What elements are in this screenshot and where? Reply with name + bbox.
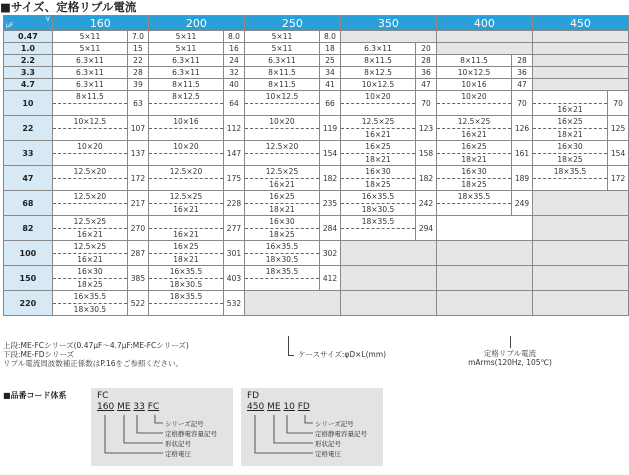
ripple-cell: 189 (512, 166, 533, 191)
capacitance-cell: 10 (4, 91, 53, 116)
code-label: 定格電圧 (315, 450, 341, 458)
size-fc: 16×30 (437, 166, 511, 179)
ripple-cell: 24 (224, 55, 245, 67)
size-fc: 16×30 (341, 166, 415, 179)
empty-cell (340, 291, 436, 316)
size-fd (341, 104, 415, 116)
size-fd (149, 104, 223, 116)
size-fd: 18×25 (365, 179, 391, 189)
ripple-cell: 107 (128, 116, 149, 141)
size-cell: 8×11.5 (436, 55, 511, 67)
size-fc: 12.5×25 (245, 166, 319, 179)
size-fd (437, 204, 511, 216)
table-row (4, 43, 629, 55)
ripple-cell: 125 (608, 116, 629, 141)
case-leader (288, 336, 289, 355)
size-fd: 16×21 (77, 254, 103, 264)
size-fd (245, 154, 319, 166)
footnote-line: 下段:ME-FDシリーズ (3, 350, 75, 359)
size-fc: 12.5×25 (341, 116, 415, 129)
capacitance-cell: 220 (4, 291, 53, 316)
empty-cell (532, 67, 628, 79)
size-cell (52, 141, 127, 166)
ripple-cell: 70 (608, 91, 629, 116)
size-fc: 18×35.5 (437, 191, 511, 204)
capacitance-cell: 0.47 (4, 31, 53, 43)
size-fc: 16×30 (245, 216, 319, 229)
size-cell (340, 116, 415, 141)
size-cell: 5×11 (52, 43, 127, 55)
size-cell (52, 216, 127, 241)
size-cell (52, 291, 127, 316)
ripple-cell: 47 (512, 79, 533, 91)
size-fd (437, 104, 511, 116)
table-row (4, 141, 629, 166)
size-cell (148, 166, 223, 191)
ripple-cell: 36 (416, 67, 437, 79)
size-cell (52, 91, 127, 116)
size-fd (53, 129, 127, 141)
size-fd: 16×21 (173, 204, 199, 214)
case-leader (288, 355, 294, 356)
table-row (4, 291, 629, 316)
size-fd: 16×21 (173, 229, 199, 239)
empty-cell (532, 216, 628, 241)
ripple-cell: 228 (224, 191, 245, 216)
voltage-header: 400 (436, 16, 532, 31)
ripple-cell: 16 (224, 43, 245, 55)
size-cell (532, 91, 607, 116)
capacitance-cell: 4.7 (4, 79, 53, 91)
ripple-cell: 28 (416, 55, 437, 67)
voltage-header: 450 (532, 16, 628, 31)
size-fc: 16×30 (53, 266, 127, 279)
size-cell (532, 166, 607, 191)
ripple-cell: 25 (320, 55, 341, 67)
ripple-cell: 301 (224, 241, 245, 266)
size-fc: 16×35.5 (245, 241, 319, 254)
size-cell (148, 266, 223, 291)
ripple-cell: 126 (512, 116, 533, 141)
ripple-cell: 287 (128, 241, 149, 266)
size-fd: 16×21 (461, 129, 487, 139)
code-label: 定格電圧 (165, 450, 191, 458)
case-size-label: ケースサイズ:φD×L(mm) (298, 350, 387, 359)
size-fc: 12.5×25 (53, 241, 127, 254)
size-fc: 10×20 (53, 141, 127, 154)
size-fd: 18×21 (461, 154, 487, 164)
ripple-cell: 18 (320, 43, 341, 55)
ripple-cell: 22 (128, 55, 149, 67)
ripple-cell: 34 (320, 67, 341, 79)
capacitance-cell: 33 (4, 141, 53, 166)
blank-cell (436, 216, 532, 241)
capacitance-cell: 47 (4, 166, 53, 191)
size-fc: 10×12.5 (245, 91, 319, 104)
ripple-cell: 15 (128, 43, 149, 55)
size-cell (244, 166, 319, 191)
table-row (4, 116, 629, 141)
size-fd: 18×25 (557, 154, 583, 164)
table-row (4, 67, 629, 79)
size-fc: 16×25 (245, 191, 319, 204)
size-fc: 8×12.5 (149, 91, 223, 104)
ripple-cell: 8.0 (320, 31, 341, 43)
size-fd: 18×25 (461, 179, 487, 189)
size-fd (53, 104, 127, 116)
size-fd: 16×21 (557, 104, 583, 114)
ripple-cell: 412 (320, 266, 341, 291)
ripple-cell: 161 (512, 141, 533, 166)
spec-table (3, 15, 629, 316)
ripple-label-line2: mArms(120Hz, 105℃) (468, 358, 552, 367)
code-section-title: ■品番コード体系 (3, 391, 67, 400)
empty-cell (532, 43, 628, 55)
size-fc: 12.5×20 (53, 191, 127, 204)
ripple-cell: 154 (608, 141, 629, 166)
ripple-label (468, 349, 552, 367)
ripple-cell: 235 (320, 191, 341, 216)
size-fd (53, 179, 127, 191)
size-cell: 6.3×11 (52, 67, 127, 79)
size-fd: 16×21 (365, 129, 391, 139)
size-fc: 18×35.5 (341, 216, 415, 229)
size-cell (340, 191, 415, 216)
size-fd: 18×30.5 (73, 304, 107, 314)
size-fc: 18×35.5 (533, 166, 607, 179)
ripple-cell: 41 (320, 79, 341, 91)
ripple-cell: 7.0 (128, 31, 149, 43)
size-fd (533, 179, 607, 191)
ripple-cell: 172 (128, 166, 149, 191)
table-row (4, 216, 629, 241)
size-cell: 5×11 (148, 31, 223, 43)
ripple-cell: 284 (320, 216, 341, 241)
ripple-leader (510, 336, 511, 348)
size-fd: 18×30.5 (361, 204, 395, 214)
size-fc: 18×35.5 (245, 266, 319, 279)
size-fc: 16×30 (533, 141, 607, 154)
table-row (4, 266, 629, 291)
ripple-cell: 182 (416, 166, 437, 191)
size-cell (244, 241, 319, 266)
size-cell (52, 266, 127, 291)
size-fd: 18×30.5 (265, 254, 299, 264)
code-box-fd (241, 388, 383, 466)
size-fd: 18×21 (365, 154, 391, 164)
capacitance-cell: 22 (4, 116, 53, 141)
size-fc: 10×12.5 (53, 116, 127, 129)
empty-cell (340, 31, 436, 43)
ripple-cell: 147 (224, 141, 245, 166)
capacitance-cell: 150 (4, 266, 53, 291)
size-cell: 8×11.5 (148, 79, 223, 91)
capacitance-cell: 1.0 (4, 43, 53, 55)
size-fd: 18×30.5 (169, 279, 203, 289)
empty-cell (532, 241, 628, 266)
size-cell (148, 291, 223, 316)
code-leaders (91, 388, 233, 466)
size-fd: 16×21 (77, 229, 103, 239)
capacitance-cell: 100 (4, 241, 53, 266)
ripple-cell: 40 (224, 79, 245, 91)
size-cell (436, 116, 511, 141)
size-cell (148, 241, 223, 266)
size-cell (532, 141, 607, 166)
footnote-line: 上段:ME-FCシリーズ(0.47μF〜4.7μF:ME-FCシリーズ) (3, 341, 189, 350)
size-cell (532, 116, 607, 141)
code-string: 160 ME 33 FC (97, 402, 160, 412)
footnotes (3, 341, 189, 368)
code-series: FC (97, 391, 109, 401)
size-cell (148, 216, 223, 241)
empty-cell (532, 291, 628, 316)
size-cell: 10×12.5 (436, 67, 511, 79)
size-fd (53, 154, 127, 166)
ripple-cell: 154 (320, 141, 341, 166)
footnote-line: リプル電流周波数補正係数はP.16をご参照ください。 (3, 359, 183, 368)
empty-cell (340, 241, 436, 266)
table-row (4, 166, 629, 191)
voltage-header: 350 (340, 16, 436, 31)
size-cell (244, 116, 319, 141)
page-title: ■サイズ、定格リプル電流 (0, 0, 137, 14)
size-cell: 8×11.5 (244, 67, 319, 79)
ripple-cell: 63 (128, 91, 149, 116)
size-cell (244, 91, 319, 116)
ripple-cell: 36 (512, 67, 533, 79)
ripple-cell: 28 (128, 67, 149, 79)
size-fc (149, 216, 223, 229)
empty-cell (244, 291, 340, 316)
size-cell: 6.3×11 (244, 55, 319, 67)
size-fc: 12.5×20 (245, 141, 319, 154)
table-row (4, 91, 629, 116)
size-cell: 10×12.5 (340, 79, 415, 91)
size-fc: 12.5×25 (149, 191, 223, 204)
code-box-fc (91, 388, 233, 466)
size-fc: 10×20 (437, 91, 511, 104)
size-cell: 5×11 (52, 31, 127, 43)
size-fd: 18×25 (269, 229, 295, 239)
capacitance-cell: 2.2 (4, 55, 53, 67)
voltage-header: 160 (52, 16, 148, 31)
size-cell (148, 91, 223, 116)
size-cell: 5×11 (244, 43, 319, 55)
size-fc: 16×25 (341, 141, 415, 154)
ripple-cell: 39 (128, 79, 149, 91)
size-cell: 6.3×11 (148, 55, 223, 67)
empty-cell (532, 79, 628, 91)
table-row (4, 79, 629, 91)
ripple-cell: 182 (320, 166, 341, 191)
size-fc: 18×35.5 (149, 291, 223, 304)
size-cell (340, 166, 415, 191)
size-cell: 6.3×11 (148, 67, 223, 79)
size-cell: 10×16 (436, 79, 511, 91)
size-cell: 8×11.5 (340, 55, 415, 67)
ripple-cell: 137 (128, 141, 149, 166)
ripple-cell: 20 (416, 43, 437, 55)
ripple-cell: 28 (512, 55, 533, 67)
size-fd (245, 129, 319, 141)
size-cell (52, 191, 127, 216)
ripple-cell: 249 (512, 191, 533, 216)
empty-cell (340, 266, 436, 291)
size-cell (436, 166, 511, 191)
size-fc (533, 91, 607, 104)
corner-header (4, 16, 53, 31)
size-cell (148, 191, 223, 216)
ripple-cell: 277 (224, 216, 245, 241)
size-cell (52, 116, 127, 141)
empty-cell (532, 31, 628, 43)
capacitance-cell: 82 (4, 216, 53, 241)
size-fc: 16×35.5 (53, 291, 127, 304)
size-cell (436, 191, 511, 216)
ripple-cell: 123 (416, 116, 437, 141)
ripple-cell: 217 (128, 191, 149, 216)
capacitance-cell: 3.3 (4, 67, 53, 79)
size-cell (244, 191, 319, 216)
ripple-cell: 522 (128, 291, 149, 316)
size-fd: 16×21 (269, 179, 295, 189)
code-series: FD (247, 391, 260, 401)
size-fd: 18×21 (557, 129, 583, 139)
ripple-cell: 47 (416, 79, 437, 91)
size-fc: 16×35.5 (149, 266, 223, 279)
size-cell: 8×11.5 (244, 79, 319, 91)
ripple-cell: 403 (224, 266, 245, 291)
ripple-label-line1: 定格リプル電流 (483, 349, 537, 358)
ripple-cell: 64 (224, 91, 245, 116)
code-leaders (241, 388, 383, 466)
size-fc: 10×16 (149, 116, 223, 129)
size-fd (149, 304, 223, 316)
empty-cell (436, 241, 532, 266)
table-row (4, 31, 629, 43)
table-row (4, 241, 629, 266)
size-cell (244, 216, 319, 241)
voltage-header: 250 (244, 16, 340, 31)
size-cell (148, 141, 223, 166)
size-cell (148, 116, 223, 141)
ripple-cell: 70 (416, 91, 437, 116)
table-row (4, 55, 629, 67)
ripple-cell: 175 (224, 166, 245, 191)
size-cell (52, 241, 127, 266)
ripple-cell: 112 (224, 116, 245, 141)
code-label: 形状記号 (315, 440, 341, 448)
voltage-header: 200 (148, 16, 244, 31)
empty-cell (532, 191, 628, 216)
ripple-cell: 158 (416, 141, 437, 166)
ripple-cell: 385 (128, 266, 149, 291)
code-label: 定格静電容量記号 (165, 430, 217, 438)
size-cell (340, 216, 415, 241)
size-fd (53, 204, 127, 216)
code-label: シリーズ記号 (165, 420, 204, 428)
size-cell: 5×11 (148, 43, 223, 55)
size-fc: 12.5×25 (53, 216, 127, 229)
empty-cell (436, 43, 532, 55)
size-cell (436, 91, 511, 116)
empty-cell (532, 55, 628, 67)
size-fc: 10×20 (245, 116, 319, 129)
ripple-cell: 270 (128, 216, 149, 241)
ripple-cell: 242 (416, 191, 437, 216)
size-fc: 10×20 (341, 91, 415, 104)
size-fc: 10×20 (149, 141, 223, 154)
code-string: 450 ME 10 FD (247, 402, 310, 412)
size-fc: 8×11.5 (53, 91, 127, 104)
size-fc: 12.5×25 (437, 116, 511, 129)
size-fd (149, 129, 223, 141)
ripple-cell: 172 (608, 166, 629, 191)
ripple-cell: 532 (224, 291, 245, 316)
table-row (4, 191, 629, 216)
size-cell (340, 141, 415, 166)
capacitance-cell: 68 (4, 191, 53, 216)
size-fd: 18×21 (173, 254, 199, 264)
size-fc: 16×25 (149, 241, 223, 254)
size-cell: 6.3×11 (52, 79, 127, 91)
size-cell (436, 141, 511, 166)
size-fd (341, 229, 415, 241)
capacitance-unit: μF (6, 22, 14, 29)
size-fc: 16×25 (533, 116, 607, 129)
size-fd (149, 154, 223, 166)
ripple-cell: 294 (416, 216, 437, 241)
size-fd (149, 179, 223, 191)
size-fd (245, 279, 319, 291)
size-cell (244, 266, 319, 291)
size-cell: 5×11 (244, 31, 319, 43)
size-fc: 12.5×20 (149, 166, 223, 179)
ripple-cell: 32 (224, 67, 245, 79)
ripple-cell: 302 (320, 241, 341, 266)
ripple-cell: 119 (320, 116, 341, 141)
code-label: シリーズ記号 (315, 420, 354, 428)
size-fc: 12.5×20 (53, 166, 127, 179)
empty-cell (436, 31, 532, 43)
size-cell (244, 141, 319, 166)
size-cell: 6.3×11 (52, 55, 127, 67)
empty-cell (436, 291, 532, 316)
size-cell (340, 91, 415, 116)
size-fd: 18×21 (269, 204, 295, 214)
ripple-cell: 8.0 (224, 31, 245, 43)
size-fc: 16×25 (437, 141, 511, 154)
ripple-cell: 70 (512, 91, 533, 116)
size-cell (52, 166, 127, 191)
code-label: 定格静電容量記号 (315, 430, 367, 438)
code-label: 形状記号 (165, 440, 191, 448)
empty-cell (532, 266, 628, 291)
size-cell: 6.3×11 (340, 43, 415, 55)
size-fd: 18×25 (77, 279, 103, 289)
size-fc: 16×35.5 (341, 191, 415, 204)
size-cell: 8×12.5 (340, 67, 415, 79)
empty-cell (436, 266, 532, 291)
voltage-unit: V (45, 16, 50, 23)
ripple-cell: 66 (320, 91, 341, 116)
size-fd (245, 104, 319, 116)
